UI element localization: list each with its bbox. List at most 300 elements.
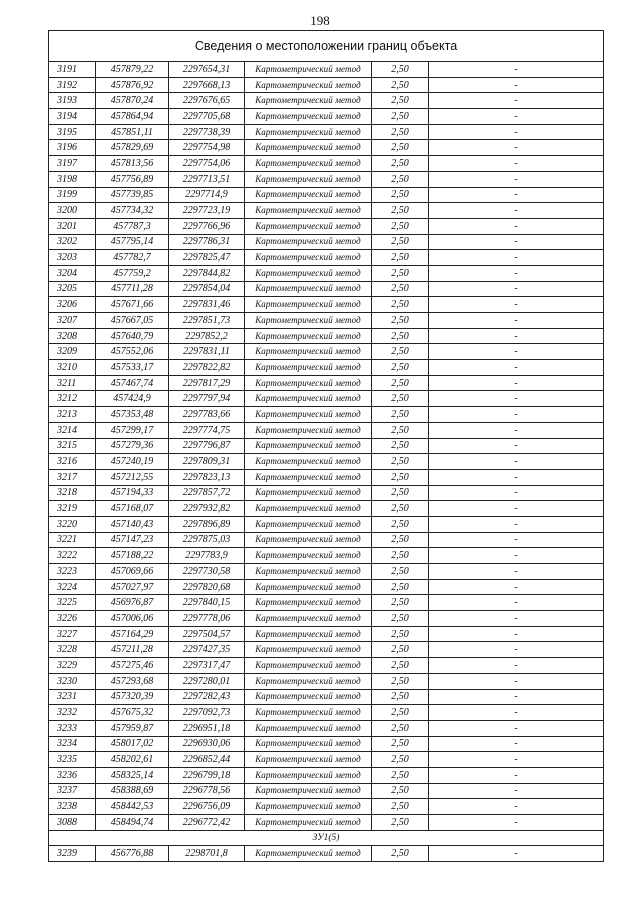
y-coordinate-cell: 2297714,9	[169, 187, 245, 203]
table-row	[49, 752, 604, 768]
table-row	[49, 595, 604, 611]
method-cell: Картометрический метод	[245, 799, 372, 815]
description-cell: -	[429, 705, 604, 721]
point-number-cell: 3205	[49, 281, 96, 297]
point-number-cell: 3222	[49, 548, 96, 564]
table-row	[49, 626, 604, 642]
x-coordinate-cell: 457734,32	[96, 203, 169, 219]
x-coordinate-cell: 457876,92	[96, 77, 169, 93]
method-cell: Картометрический метод	[245, 234, 372, 250]
table-row	[49, 140, 604, 156]
x-coordinate-cell: 457164,29	[96, 626, 169, 642]
point-number-cell: 3225	[49, 595, 96, 611]
method-cell: Картометрический метод	[245, 673, 372, 689]
x-coordinate-cell: 457959,87	[96, 720, 169, 736]
y-coordinate-cell: 2297797,94	[169, 391, 245, 407]
table-row	[49, 218, 604, 234]
description-cell: -	[429, 799, 604, 815]
precision-cell: 2,50	[372, 846, 429, 862]
table-row	[49, 265, 604, 281]
y-coordinate-cell: 2297822,82	[169, 360, 245, 376]
y-coordinate-cell: 2297427,35	[169, 642, 245, 658]
point-number-cell: 3197	[49, 156, 96, 172]
y-coordinate-cell: 2297817,29	[169, 375, 245, 391]
x-coordinate-cell: 457069,66	[96, 564, 169, 580]
point-number-cell: 3236	[49, 767, 96, 783]
x-coordinate-cell: 458325,14	[96, 767, 169, 783]
method-cell: Картометрический метод	[245, 218, 372, 234]
method-cell: Картометрический метод	[245, 313, 372, 329]
method-cell: Картометрический метод	[245, 109, 372, 125]
method-cell: Картометрический метод	[245, 532, 372, 548]
method-cell: Картометрический метод	[245, 438, 372, 454]
precision-cell: 2,50	[372, 187, 429, 203]
point-number-cell: 3209	[49, 344, 96, 360]
method-cell: Картометрический метод	[245, 422, 372, 438]
y-coordinate-cell: 2297851,73	[169, 313, 245, 329]
precision-cell: 2,50	[372, 438, 429, 454]
description-cell: -	[429, 234, 604, 250]
y-coordinate-cell: 2297852,2	[169, 328, 245, 344]
y-coordinate-cell: 2296852,44	[169, 752, 245, 768]
precision-cell: 2,50	[372, 77, 429, 93]
precision-cell: 2,50	[372, 156, 429, 172]
method-cell: Картометрический метод	[245, 156, 372, 172]
x-coordinate-cell: 457552,06	[96, 344, 169, 360]
section-row	[49, 830, 604, 846]
point-number-cell: 3216	[49, 454, 96, 470]
point-number-cell: 3231	[49, 689, 96, 705]
description-cell: -	[429, 626, 604, 642]
y-coordinate-cell: 2297783,9	[169, 548, 245, 564]
precision-cell: 2,50	[372, 767, 429, 783]
precision-cell: 2,50	[372, 171, 429, 187]
precision-cell: 2,50	[372, 469, 429, 485]
point-number-cell: 3199	[49, 187, 96, 203]
point-number-cell: 3220	[49, 516, 96, 532]
point-number-cell: 3208	[49, 328, 96, 344]
table-row	[49, 485, 604, 501]
method-cell: Картометрический метод	[245, 846, 372, 862]
table-row	[49, 799, 604, 815]
x-coordinate-cell: 457188,22	[96, 548, 169, 564]
y-coordinate-cell: 2297754,98	[169, 140, 245, 156]
y-coordinate-cell: 2297738,39	[169, 124, 245, 140]
table-row	[49, 360, 604, 376]
description-cell: -	[429, 673, 604, 689]
x-coordinate-cell: 457320,39	[96, 689, 169, 705]
point-number-cell: 3206	[49, 297, 96, 313]
precision-cell: 2,50	[372, 501, 429, 517]
y-coordinate-cell: 2296930,06	[169, 736, 245, 752]
y-coordinate-cell: 2297774,75	[169, 422, 245, 438]
table-row	[49, 344, 604, 360]
y-coordinate-cell: 2297840,15	[169, 595, 245, 611]
x-coordinate-cell: 457675,32	[96, 705, 169, 721]
description-cell: -	[429, 564, 604, 580]
section-label: ЗУ1(5)	[49, 830, 604, 846]
table-row	[49, 564, 604, 580]
x-coordinate-cell: 457140,43	[96, 516, 169, 532]
precision-cell: 2,50	[372, 313, 429, 329]
description-cell: -	[429, 344, 604, 360]
table-row	[49, 171, 604, 187]
precision-cell: 2,50	[372, 328, 429, 344]
point-number-cell: 3217	[49, 469, 96, 485]
x-coordinate-cell: 457782,7	[96, 250, 169, 266]
x-coordinate-cell: 457240,19	[96, 454, 169, 470]
description-cell: -	[429, 438, 604, 454]
boundary-coordinates-table	[48, 30, 604, 862]
table-row	[49, 375, 604, 391]
precision-cell: 2,50	[372, 93, 429, 109]
y-coordinate-cell: 2297668,13	[169, 77, 245, 93]
description-cell: -	[429, 689, 604, 705]
table-row	[49, 62, 604, 78]
precision-cell: 2,50	[372, 62, 429, 78]
precision-cell: 2,50	[372, 783, 429, 799]
description-cell: -	[429, 516, 604, 532]
precision-cell: 2,50	[372, 203, 429, 219]
y-coordinate-cell: 2296951,18	[169, 720, 245, 736]
description-cell: -	[429, 501, 604, 517]
x-coordinate-cell: 457027,97	[96, 579, 169, 595]
point-number-cell: 3195	[49, 124, 96, 140]
description-cell: -	[429, 360, 604, 376]
description-cell: -	[429, 109, 604, 125]
description-cell: -	[429, 658, 604, 674]
method-cell: Картометрический метод	[245, 720, 372, 736]
description-cell: -	[429, 595, 604, 611]
y-coordinate-cell: 2297766,96	[169, 218, 245, 234]
page-number: 198	[310, 13, 330, 28]
table-row	[49, 658, 604, 674]
x-coordinate-cell: 457667,05	[96, 313, 169, 329]
table-row	[49, 391, 604, 407]
point-number-cell: 3238	[49, 799, 96, 815]
table-row	[49, 642, 604, 658]
table-row	[49, 454, 604, 470]
method-cell: Картометрический метод	[245, 736, 372, 752]
description-cell: -	[429, 485, 604, 501]
description-cell: -	[429, 752, 604, 768]
y-coordinate-cell: 2297932,82	[169, 501, 245, 517]
table-row	[49, 250, 604, 266]
table-row	[49, 281, 604, 297]
y-coordinate-cell: 2297786,31	[169, 234, 245, 250]
precision-cell: 2,50	[372, 109, 429, 125]
point-number-cell: 3203	[49, 250, 96, 266]
description-cell: -	[429, 203, 604, 219]
point-number-cell: 3201	[49, 218, 96, 234]
y-coordinate-cell: 2297723,19	[169, 203, 245, 219]
method-cell: Картометрический метод	[245, 815, 372, 831]
method-cell: Картометрический метод	[245, 658, 372, 674]
description-cell: -	[429, 391, 604, 407]
precision-cell: 2,50	[372, 705, 429, 721]
table-row	[49, 234, 604, 250]
table-row	[49, 705, 604, 721]
table-row	[49, 124, 604, 140]
table-row	[49, 579, 604, 595]
table-row	[49, 767, 604, 783]
y-coordinate-cell: 2296772,42	[169, 815, 245, 831]
method-cell: Картометрический метод	[245, 642, 372, 658]
method-cell: Картометрический метод	[245, 516, 372, 532]
table-row	[49, 313, 604, 329]
y-coordinate-cell: 2297831,46	[169, 297, 245, 313]
table-row	[49, 783, 604, 799]
description-cell: -	[429, 815, 604, 831]
y-coordinate-cell: 2297857,72	[169, 485, 245, 501]
table-row	[49, 736, 604, 752]
point-number-cell: 3219	[49, 501, 96, 517]
x-coordinate-cell: 457299,17	[96, 422, 169, 438]
point-number-cell: 3198	[49, 171, 96, 187]
point-number-cell: 3200	[49, 203, 96, 219]
x-coordinate-cell: 457870,24	[96, 93, 169, 109]
y-coordinate-cell: 2297282,43	[169, 689, 245, 705]
method-cell: Картометрический метод	[245, 501, 372, 517]
table-row	[49, 469, 604, 485]
x-coordinate-cell: 457787,3	[96, 218, 169, 234]
x-coordinate-cell: 457211,28	[96, 642, 169, 658]
description-cell: -	[429, 187, 604, 203]
x-coordinate-cell: 458388,69	[96, 783, 169, 799]
point-number-cell: 3226	[49, 611, 96, 627]
description-cell: -	[429, 736, 604, 752]
point-number-cell: 3204	[49, 265, 96, 281]
description-cell: -	[429, 297, 604, 313]
y-coordinate-cell: 2296778,56	[169, 783, 245, 799]
point-number-cell: 3213	[49, 407, 96, 423]
precision-cell: 2,50	[372, 579, 429, 595]
method-cell: Картометрический метод	[245, 375, 372, 391]
description-cell: -	[429, 642, 604, 658]
x-coordinate-cell: 457275,46	[96, 658, 169, 674]
y-coordinate-cell: 2297820,68	[169, 579, 245, 595]
point-number-cell: 3196	[49, 140, 96, 156]
description-cell: -	[429, 611, 604, 627]
table-row	[49, 501, 604, 517]
table-row	[49, 109, 604, 125]
y-coordinate-cell: 2297796,87	[169, 438, 245, 454]
table-row	[49, 532, 604, 548]
x-coordinate-cell: 457756,89	[96, 171, 169, 187]
method-cell: Картометрический метод	[245, 469, 372, 485]
x-coordinate-cell: 458442,53	[96, 799, 169, 815]
method-cell: Картометрический метод	[245, 767, 372, 783]
table-row	[49, 297, 604, 313]
point-number-cell: 3237	[49, 783, 96, 799]
precision-cell: 2,50	[372, 265, 429, 281]
table-row	[49, 720, 604, 736]
precision-cell: 2,50	[372, 422, 429, 438]
method-cell: Картометрический метод	[245, 564, 372, 580]
method-cell: Картометрический метод	[245, 454, 372, 470]
method-cell: Картометрический метод	[245, 297, 372, 313]
y-coordinate-cell: 2297504,57	[169, 626, 245, 642]
point-number-cell: 3228	[49, 642, 96, 658]
description-cell: -	[429, 767, 604, 783]
precision-cell: 2,50	[372, 799, 429, 815]
y-coordinate-cell: 2297778,06	[169, 611, 245, 627]
x-coordinate-cell: 456776,88	[96, 846, 169, 862]
description-cell: -	[429, 250, 604, 266]
description-cell: -	[429, 62, 604, 78]
method-cell: Картометрический метод	[245, 281, 372, 297]
method-cell: Картометрический метод	[245, 140, 372, 156]
point-number-cell: 3232	[49, 705, 96, 721]
table-row	[49, 815, 604, 831]
x-coordinate-cell: 457711,28	[96, 281, 169, 297]
precision-cell: 2,50	[372, 234, 429, 250]
y-coordinate-cell: 2297783,66	[169, 407, 245, 423]
x-coordinate-cell: 457194,33	[96, 485, 169, 501]
table-row	[49, 689, 604, 705]
method-cell: Картометрический метод	[245, 548, 372, 564]
y-coordinate-cell: 2296799,18	[169, 767, 245, 783]
description-cell: -	[429, 218, 604, 234]
x-coordinate-cell: 457864,94	[96, 109, 169, 125]
table-row	[49, 93, 604, 109]
precision-cell: 2,50	[372, 218, 429, 234]
table-row	[49, 156, 604, 172]
precision-cell: 2,50	[372, 673, 429, 689]
y-coordinate-cell: 2297280,01	[169, 673, 245, 689]
y-coordinate-cell: 2297875,03	[169, 532, 245, 548]
x-coordinate-cell: 457533,17	[96, 360, 169, 376]
method-cell: Картометрический метод	[245, 485, 372, 501]
x-coordinate-cell: 458202,61	[96, 752, 169, 768]
y-coordinate-cell: 2297676,65	[169, 93, 245, 109]
table-row	[49, 407, 604, 423]
x-coordinate-cell: 457279,36	[96, 438, 169, 454]
precision-cell: 2,50	[372, 344, 429, 360]
precision-cell: 2,50	[372, 815, 429, 831]
x-coordinate-cell: 457671,66	[96, 297, 169, 313]
precision-cell: 2,50	[372, 281, 429, 297]
precision-cell: 2,50	[372, 391, 429, 407]
point-number-cell: 3234	[49, 736, 96, 752]
description-cell: -	[429, 328, 604, 344]
description-cell: -	[429, 783, 604, 799]
x-coordinate-cell: 457293,68	[96, 673, 169, 689]
table-row	[49, 438, 604, 454]
y-coordinate-cell: 2297831,11	[169, 344, 245, 360]
precision-cell: 2,50	[372, 611, 429, 627]
description-cell: -	[429, 407, 604, 423]
x-coordinate-cell: 458494,74	[96, 815, 169, 831]
point-number-cell: 3233	[49, 720, 96, 736]
y-coordinate-cell: 2297654,31	[169, 62, 245, 78]
y-coordinate-cell: 2297730,58	[169, 564, 245, 580]
y-coordinate-cell: 2297713,51	[169, 171, 245, 187]
x-coordinate-cell: 457813,56	[96, 156, 169, 172]
precision-cell: 2,50	[372, 642, 429, 658]
x-coordinate-cell: 457467,74	[96, 375, 169, 391]
y-coordinate-cell: 2298701,8	[169, 846, 245, 862]
description-cell: -	[429, 454, 604, 470]
point-number-cell: 3218	[49, 485, 96, 501]
description-cell: -	[429, 375, 604, 391]
description-cell: -	[429, 124, 604, 140]
description-cell: -	[429, 313, 604, 329]
description-cell: -	[429, 140, 604, 156]
method-cell: Картометрический метод	[245, 595, 372, 611]
method-cell: Картометрический метод	[245, 689, 372, 705]
precision-cell: 2,50	[372, 548, 429, 564]
precision-cell: 2,50	[372, 140, 429, 156]
description-cell: -	[429, 579, 604, 595]
point-number-cell: 3212	[49, 391, 96, 407]
point-number-cell: 3193	[49, 93, 96, 109]
x-coordinate-cell: 457795,14	[96, 234, 169, 250]
description-cell: -	[429, 171, 604, 187]
description-cell: -	[429, 548, 604, 564]
description-cell: -	[429, 93, 604, 109]
method-cell: Картометрический метод	[245, 328, 372, 344]
y-coordinate-cell: 2297854,04	[169, 281, 245, 297]
x-coordinate-cell: 457006,06	[96, 611, 169, 627]
precision-cell: 2,50	[372, 360, 429, 376]
precision-cell: 2,50	[372, 564, 429, 580]
point-number-cell: 3230	[49, 673, 96, 689]
method-cell: Картометрический метод	[245, 391, 372, 407]
method-cell: Картометрический метод	[245, 265, 372, 281]
method-cell: Картометрический метод	[245, 626, 372, 642]
precision-cell: 2,50	[372, 297, 429, 313]
method-cell: Картометрический метод	[245, 62, 372, 78]
description-cell: -	[429, 77, 604, 93]
method-cell: Картометрический метод	[245, 250, 372, 266]
precision-cell: 2,50	[372, 375, 429, 391]
method-cell: Картометрический метод	[245, 93, 372, 109]
method-cell: Картометрический метод	[245, 77, 372, 93]
x-coordinate-cell: 456976,87	[96, 595, 169, 611]
table-row	[49, 187, 604, 203]
table-row	[49, 846, 604, 862]
method-cell: Картометрический метод	[245, 203, 372, 219]
method-cell: Картометрический метод	[245, 171, 372, 187]
y-coordinate-cell: 2297825,47	[169, 250, 245, 266]
point-number-cell: 3207	[49, 313, 96, 329]
precision-cell: 2,50	[372, 658, 429, 674]
x-coordinate-cell: 457212,55	[96, 469, 169, 485]
x-coordinate-cell: 457424,9	[96, 391, 169, 407]
y-coordinate-cell: 2297896,89	[169, 516, 245, 532]
method-cell: Картометрический метод	[245, 124, 372, 140]
table-row	[49, 328, 604, 344]
precision-cell: 2,50	[372, 720, 429, 736]
precision-cell: 2,50	[372, 626, 429, 642]
description-cell: -	[429, 846, 604, 862]
x-coordinate-cell: 457739,85	[96, 187, 169, 203]
point-number-cell: 3194	[49, 109, 96, 125]
table-row	[49, 77, 604, 93]
description-cell: -	[429, 532, 604, 548]
table-row	[49, 548, 604, 564]
x-coordinate-cell: 457759,2	[96, 265, 169, 281]
precision-cell: 2,50	[372, 736, 429, 752]
point-number-cell: 3239	[49, 846, 96, 862]
x-coordinate-cell: 457851,11	[96, 124, 169, 140]
table-title: Сведения о местоположении границ объекта	[49, 31, 604, 62]
point-number-cell: 3223	[49, 564, 96, 580]
table-header-row	[49, 31, 604, 62]
precision-cell: 2,50	[372, 595, 429, 611]
x-coordinate-cell: 458017,02	[96, 736, 169, 752]
